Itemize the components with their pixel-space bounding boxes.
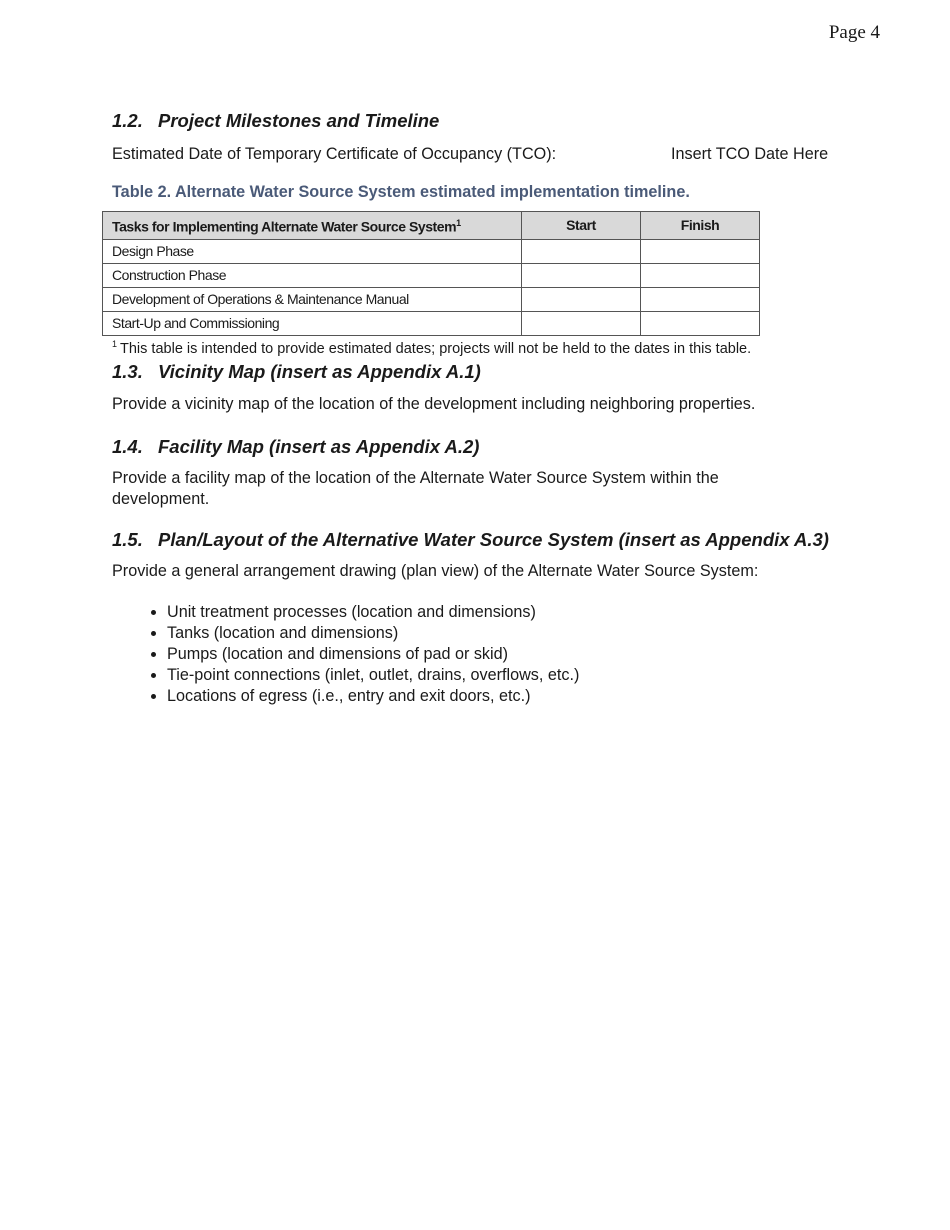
task-cell: Design Phase <box>103 239 522 263</box>
section-body: Provide a general arrangement drawing (plan view) of the Alternate Water Source System: <box>112 562 759 581</box>
section-title: Project Milestones and Timeline <box>158 110 440 131</box>
finish-cell[interactable] <box>641 287 760 311</box>
section-body: Provide a facility map of the location of the Alternate Water Source System within the development. <box>112 469 719 508</box>
section-body: Provide a vicinity map of the location of the development including neighboring properties. <box>112 394 756 413</box>
table-footnote <box>112 336 852 358</box>
table-row <box>103 239 760 263</box>
section-number: 1.3. <box>112 360 143 382</box>
header-finish: Finish <box>641 212 760 240</box>
section-heading-1-3 <box>112 361 852 383</box>
header-task-footnote-ref: 1 <box>456 218 461 228</box>
list-item: • Tie-point connections (inlet, outlet, drains, overflows, etc.) <box>167 665 852 686</box>
header-task-label: Tasks for Implementing Alternate Water Source System <box>112 218 457 235</box>
section-title: Facility Map (insert as Appendix A.2) <box>158 436 480 458</box>
task-cell: Construction Phase <box>103 263 522 287</box>
list-item: • Unit treatment processes (location and dimensions) <box>167 602 852 623</box>
tco-label: Estimated Date of Temporary Certificate of Occupancy (TCO): <box>112 145 557 163</box>
tco-row <box>112 144 852 166</box>
bullet-list <box>112 602 852 707</box>
start-cell[interactable] <box>522 311 641 335</box>
section-heading-1-5 <box>112 529 852 551</box>
header-start: Start <box>522 212 641 240</box>
start-cell[interactable] <box>522 263 641 287</box>
tco-date-field[interactable]: Insert TCO Date Here <box>671 145 829 163</box>
start-cell[interactable] <box>522 239 641 263</box>
table-row <box>103 287 760 311</box>
section-heading-1-4 <box>112 436 852 458</box>
section-heading-1-2 <box>112 110 852 132</box>
task-cell: Development of Operations & Maintenance Manual <box>103 287 522 311</box>
table-row <box>103 311 760 335</box>
footnote-text: This table is intended to provide estimated dates; projects will not be held to the dates in this table. <box>120 340 752 357</box>
footnote-marker: 1 <box>112 338 118 349</box>
task-cell: Start-Up and Commissioning <box>103 311 522 335</box>
section-number: 1.2. <box>112 110 143 131</box>
finish-cell[interactable] <box>641 263 760 287</box>
finish-cell[interactable] <box>641 311 760 335</box>
start-cell[interactable] <box>522 287 641 311</box>
list-item: • Locations of egress (i.e., entry and exit doors, etc.) <box>167 686 852 707</box>
section-title: Vicinity Map (insert as Appendix A.1) <box>158 360 481 382</box>
timeline-table <box>102 211 760 336</box>
section-number: 1.4. <box>112 436 143 458</box>
page-number: Page 4 <box>828 22 880 43</box>
list-item: • Pumps (location and dimensions of pad or skid) <box>167 644 852 665</box>
table-row <box>103 263 760 287</box>
table-caption: Table 2. Alternate Water Source System estimated implementation timeline. <box>112 183 690 201</box>
list-item: • Tanks (location and dimensions) <box>167 623 852 644</box>
finish-cell[interactable] <box>641 239 760 263</box>
document-body <box>112 110 852 707</box>
section-title: Plan/Layout of the Alternative Water Source System (insert as Appendix A.3) <box>158 529 829 551</box>
table-header-row <box>103 212 760 240</box>
section-number: 1.5. <box>112 529 143 551</box>
header-task <box>103 212 522 240</box>
